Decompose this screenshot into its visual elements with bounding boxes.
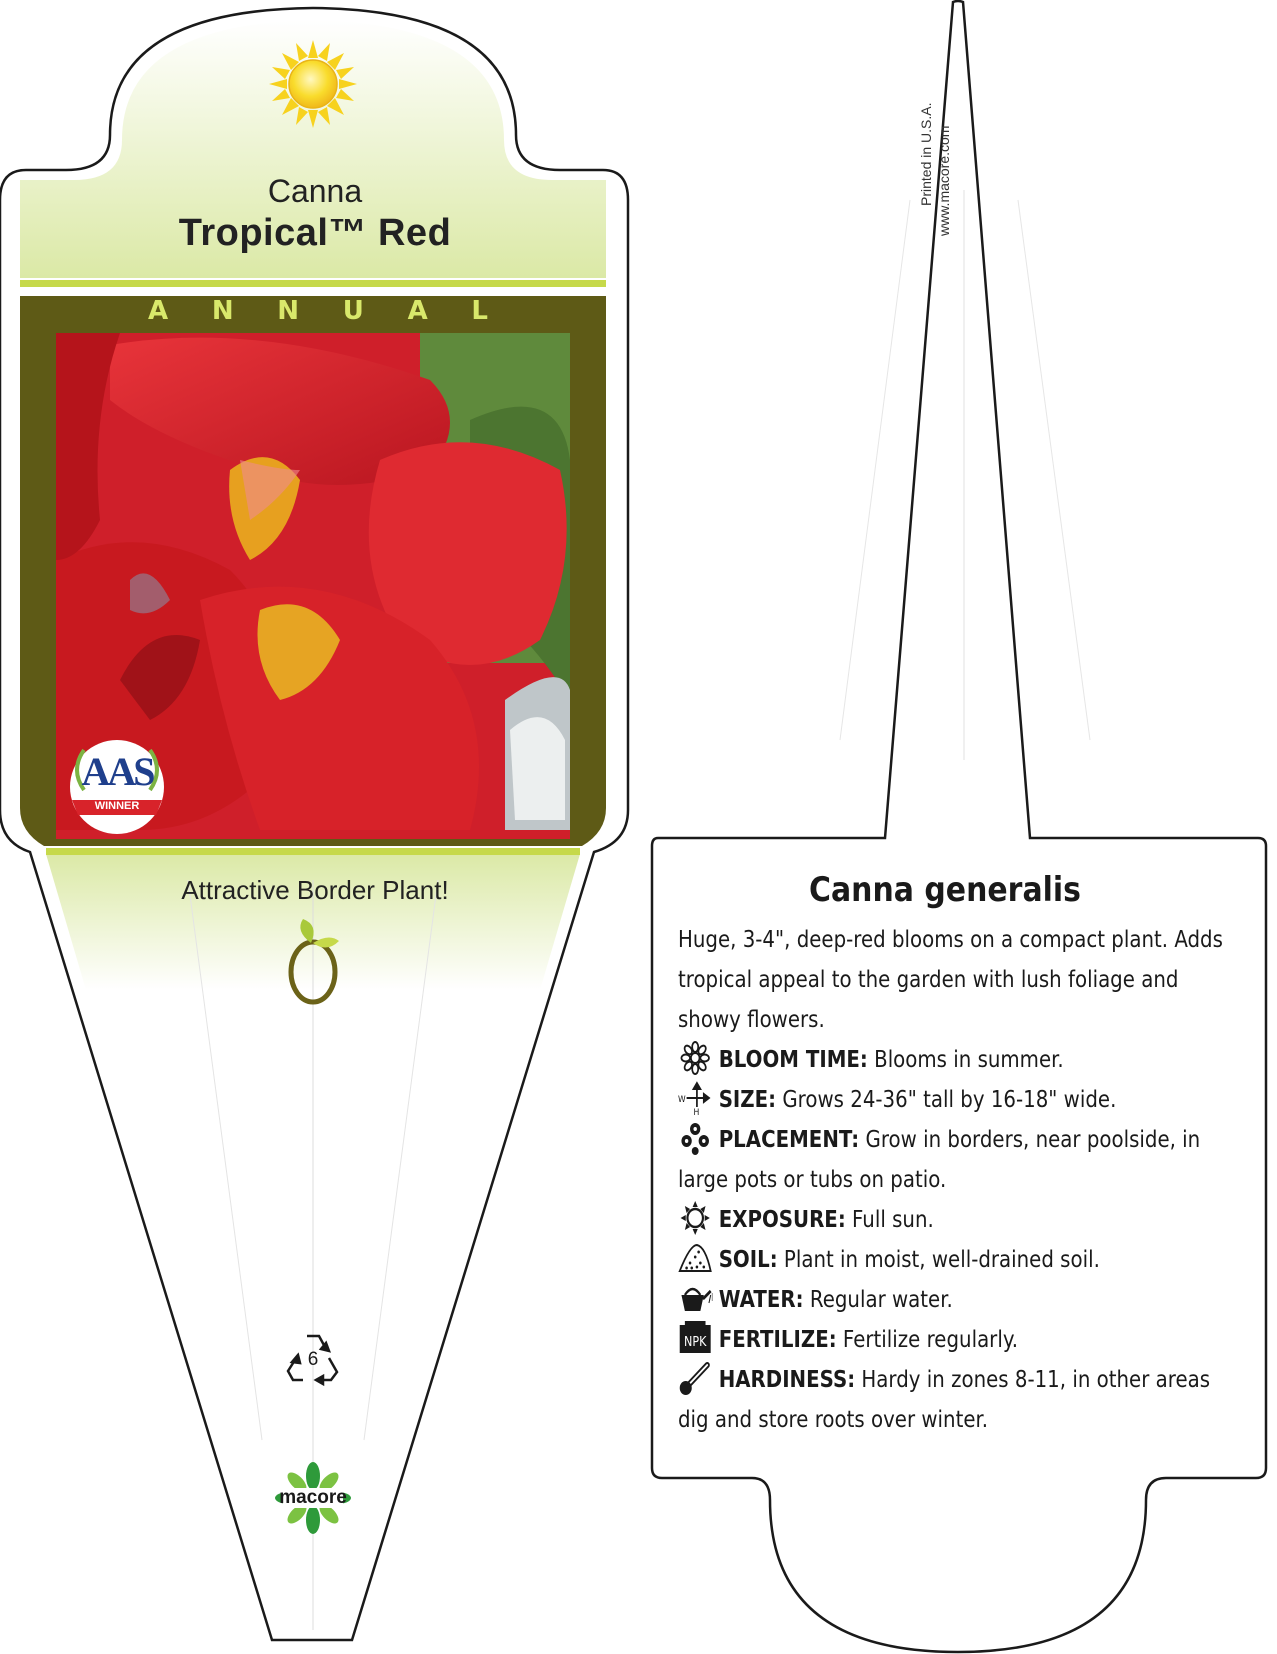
sun-outline-icon [678,1201,712,1235]
care-water: WATER: Regular water. [678,1280,1160,1320]
description-line: tropical appeal to the garden with lush foliage and [678,967,1179,993]
care-fertilize: NPK FERTILIZE: Fertilize regularly. [678,1320,1160,1360]
website-label: www.macore.com [936,125,952,236]
category-letter: U [342,296,364,326]
category-letter: N [211,296,234,326]
care-hardiness: HARDINESS: Hardy in zones 8-11, in other areas [678,1360,1160,1400]
species-name: Canna generalis [809,870,1081,910]
care-hardiness-cont: dig and store roots over winter. [678,1407,989,1433]
size-arrows-icon [678,1081,712,1115]
printer-credit [918,46,952,236]
category-letter: A [148,296,169,326]
care-placement: PLACEMENT: Grow in borders, near poolside, in [678,1120,1160,1160]
description-line: Huge, 3-4", deep-red blooms on a compact plant. Adds [678,927,1223,953]
svg-text:H: H [693,1106,700,1115]
aas-logo-text: AAS [81,749,153,794]
recycle-code: 6 [307,1349,319,1370]
care-soil: SOIL: Plant in moist, well-drained soil. [678,1240,1160,1280]
svg-text:W: W [678,1093,686,1105]
tagline: Attractive Border Plant! [181,875,449,905]
placement-icon [678,1121,712,1155]
soil-icon [678,1241,712,1275]
plant-variety: Tropical™ Red [178,212,452,254]
category-letter: A [407,296,428,326]
care-bloom: BLOOM TIME: Blooms in summer. [678,1040,1160,1080]
care-size: W H SIZE: Grows 24-36" tall by 16-18" wide. [678,1080,1160,1120]
guide-line [1018,200,1090,740]
care-instructions [678,920,1238,1440]
description-line: showy flowers. [678,1007,825,1033]
svg-text:NPK: NPK [683,1334,707,1350]
aas-winner-label: WINNER [94,800,140,812]
flower-icon [678,1041,712,1075]
printed-in-label: Printed in U.S.A. [918,102,934,206]
care-placement-cont: large pots or tubs on patio. [678,1167,947,1193]
macore-logo-text: macore [279,1487,347,1508]
plant-genus: Canna [267,173,363,209]
category-letter: L [471,296,488,326]
thermometer-icon [678,1361,712,1395]
category-letter: N [277,296,300,326]
npk-icon [678,1321,712,1355]
care-exposure: EXPOSURE: Full sun. [678,1200,1160,1240]
watering-can-icon [678,1281,712,1315]
